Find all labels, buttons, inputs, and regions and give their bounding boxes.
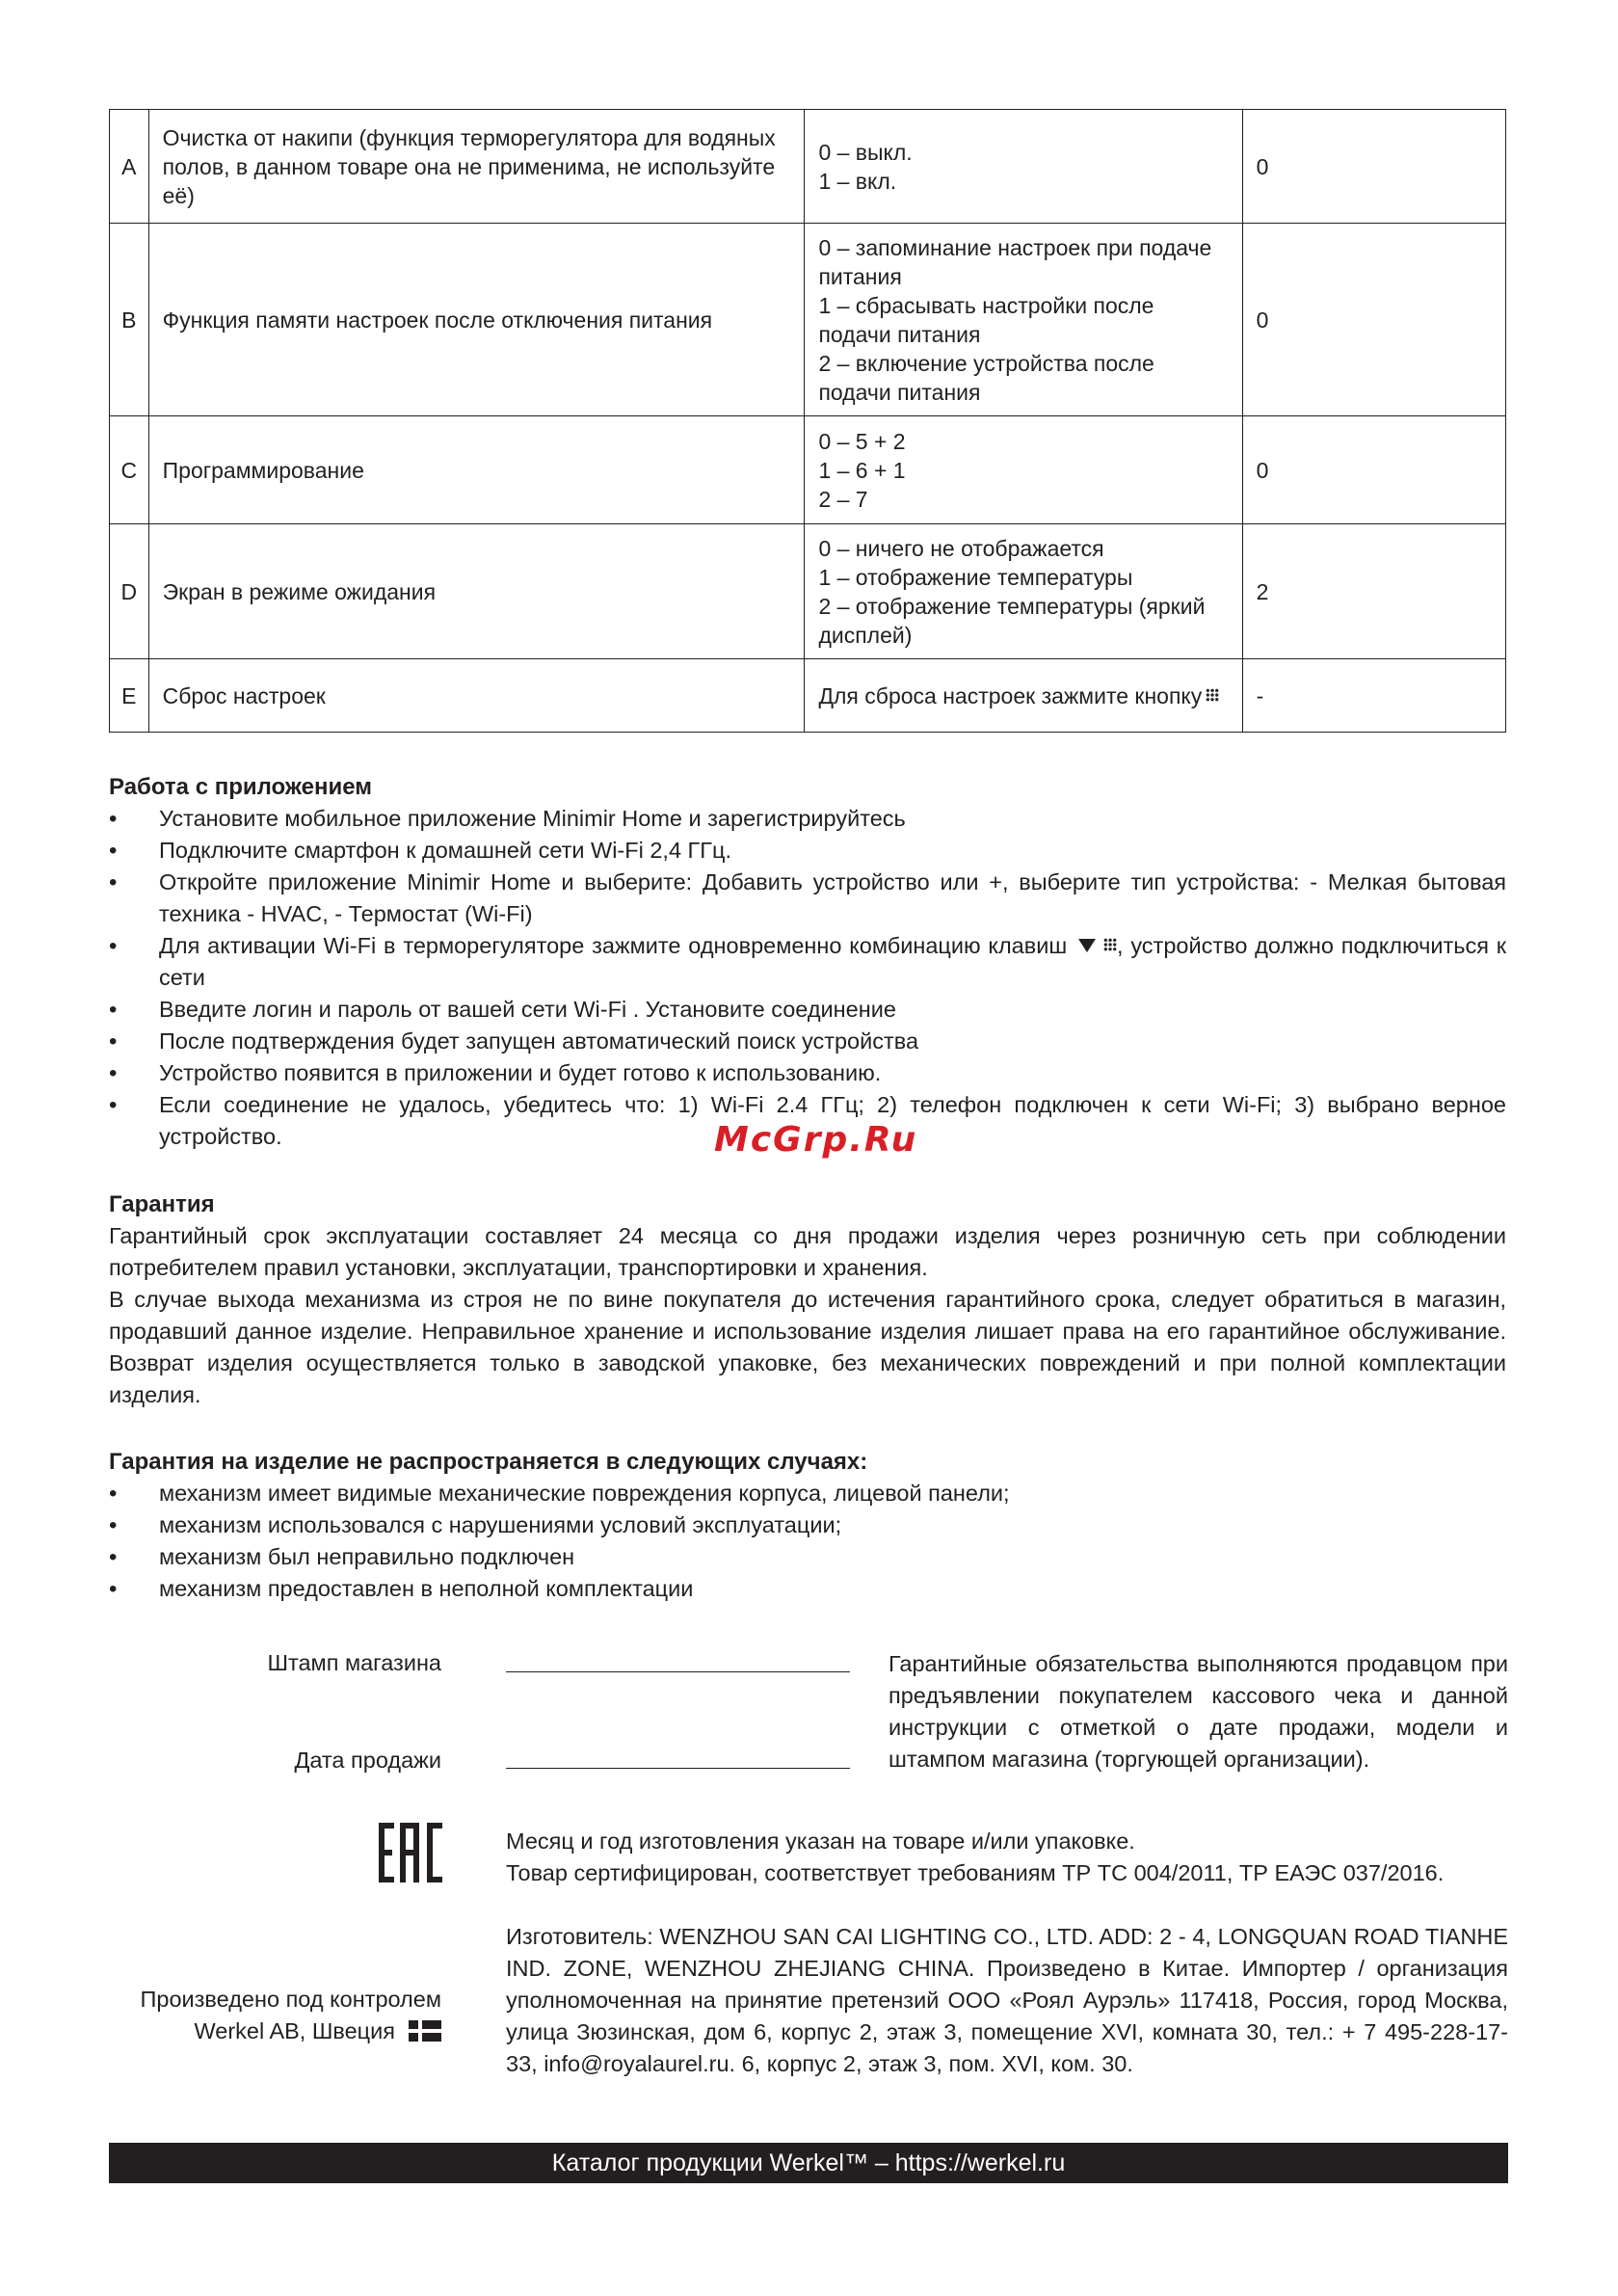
list-item: • Устройство появится в приложении и будет готово к использованию. (109, 1057, 1506, 1089)
production-date-note: Месяц и год изготовления указан на товаре и/или упаковке. (506, 1829, 1135, 1854)
control-line-company (96, 2016, 441, 2047)
certification-note: Товар сертифицирован, соответствует требованиям ТР ТС 004/2011, ТР ЕАЭС 037/2016. (506, 1860, 1445, 1885)
list-item: • После подтверждения будет запущен автоматический поиск устройства (109, 1026, 1506, 1057)
row-default: 2 (1242, 524, 1505, 659)
row-code: E (110, 659, 149, 733)
warranty-notice: Гарантийные обязательства выполняются продавцом при предъявлении покупателем кассового чека и данной инструкции с отметкой о дате продажи, модели и штампом магазина (торгующей организации). (889, 1651, 1508, 1772)
menu-grid-icon (1206, 688, 1219, 702)
warranty-section (109, 1188, 1506, 1411)
row-values: 0 – выкл. 1 – вкл. (805, 110, 1242, 224)
row-default: 0 (1242, 224, 1505, 416)
exclusions-list (109, 1478, 1506, 1605)
footer-text: Каталог продукции Werkel™ – (551, 2149, 895, 2176)
row-code: D (110, 524, 149, 659)
row-function: Очистка от накипи (функция терморегулятора для водяных полов, в данном товаре она не применима, не используйте её) (148, 110, 805, 224)
stamp-label: Штамп магазина (267, 1650, 441, 1675)
list-item: • Если соединение не удалось, убедитесь что: 1) Wi-Fi 2.4 ГГц; 2) телефон подключен к сети Wi-Fi; 3) выбрано верное устройство. (109, 1089, 1506, 1153)
row-default: 0 (1242, 416, 1505, 524)
row-code: C (110, 416, 149, 524)
wifi-activation-tail: , устройство должно подключиться к сети (159, 933, 1507, 990)
produced-under-control (96, 1984, 441, 2047)
app-steps-list (109, 803, 1506, 1153)
row-code: B (110, 224, 149, 416)
warranty-paragraph: Гарантийный срок эксплуатации составляет 24 месяца со дня продажи изделия через розничную сеть при соблюдении потребителем правил установки, эксплуатации, транспортировки и хранения. (109, 1223, 1506, 1280)
control-line: Произведено под контролем (140, 1987, 441, 2012)
app-section-title: Работа с приложением (109, 774, 372, 800)
exclusions-section (109, 1446, 1506, 1605)
list-item: • механизм предоставлен в неполной комплектации (109, 1573, 1506, 1605)
list-item (109, 930, 1506, 994)
row-values: 0 – 5 + 2 1 – 6 + 1 2 – 7 (805, 416, 1242, 524)
sweden-flag-icon (409, 2020, 441, 2042)
reset-instruction: Для сброса настроек зажмите кнопку (818, 682, 1203, 708)
settings-table (109, 109, 1506, 733)
watermark-text: McGrp.Ru (714, 1120, 918, 1160)
certification-block (506, 1826, 1508, 1889)
warranty-title: Гарантия (109, 1191, 215, 1217)
row-default: - (1242, 659, 1505, 733)
list-item: • Введите логин и пароль от вашей сети Wi-Fi . Установите соединение (109, 994, 1506, 1026)
exclusions-title: Гарантия на изделие не распространяется в следующих случаях: (109, 1449, 868, 1475)
manufacturer-info: Изготовитель: WENZHOU SAN CAI LIGHTING CO., LTD. ADD: 2 - 4, LONGQUAN ROAD TIANHE IND. ZONE, WENZHOU ZHEJIANG CHINA. Произведено в Китае. Импортер / организация уполномоченная на принятие претензий ООО «Роял Аурэль» 117418, Россия, город Москва, улица Зюзинская, дом 6, корпус 2, этаж 3, помещение XVI, комната 30, тел.: + 7 495-228-17-33, info@royalaurel.ru. 6, корпус 2, этаж 3, пом. XVI, ком. 30. (506, 1924, 1508, 2076)
stamp-line (506, 1671, 850, 1672)
menu-grid-icon (1103, 938, 1117, 951)
list-item: • механизм использовался с нарушениями условий эксплуатации; (109, 1509, 1506, 1541)
row-code: A (110, 110, 149, 224)
footer-bar (109, 2143, 1508, 2183)
footer-link[interactable]: https://werkel.ru (894, 2149, 1066, 2176)
warranty-paragraph: В случае выхода механизма из строя не по вине покупателя до истечения гарантийного срока, следует обратиться в магазин, продавший данное изделие. Неправильное хранение и использование изделия лишает права на его гарантийное обслуживание. Возврат изделия осуществляется только в заводской упаковке, без механических повреждений и при полной комплектации изделия. (109, 1287, 1506, 1407)
table-row (110, 416, 1506, 524)
table-row (110, 524, 1506, 659)
list-item: • Откройте приложение Minimir Home и выберите: Добавить устройство или +, выберите тип устройства: - Мелкая бытовая техника - HVAC, - Термостат (Wi-Fi) (109, 867, 1506, 930)
row-function: Функция памяти настроек после отключения питания (148, 224, 805, 416)
row-function: Программирование (148, 416, 805, 524)
row-values (805, 659, 1242, 733)
row-values: 0 – запоминание настроек при подаче питания 1 – сбрасывать настройки после подачи питания 2 – включение устройства после подачи питания (805, 224, 1242, 416)
sale-date-label: Дата продажи (294, 1748, 441, 1773)
company-name: Werkel AB, Швеция (194, 2018, 395, 2043)
row-values: 0 – ничего не отображается 1 – отображение температуры 2 – отображение температуры (яркий дисплей) (805, 524, 1242, 659)
list-item: • Подключите смартфон к домашней сети Wi-Fi 2,4 ГГц. (109, 835, 1506, 867)
row-function: Экран в режиме ожидания (148, 524, 805, 659)
sale-date-line (506, 1768, 850, 1769)
wifi-activation-text: Для активации Wi-Fi в терморегуляторе зажмите одновременно комбинацию клавиш (159, 933, 1068, 958)
table-row (110, 659, 1506, 733)
app-section (109, 771, 1506, 1153)
down-arrow-key-icon (1078, 939, 1096, 952)
row-function: Сброс настроек (148, 659, 805, 733)
table-row (110, 110, 1506, 224)
list-item: • механизм имеет видимые механические повреждения корпуса, лицевой панели; (109, 1478, 1506, 1509)
list-item: • механизм был неправильно подключен (109, 1541, 1506, 1573)
table-row (110, 224, 1506, 416)
eac-logo (379, 1823, 442, 1882)
row-default: 0 (1242, 110, 1505, 224)
list-item: • Установите мобильное приложение Minimir Home и зарегистрируйтесь (109, 803, 1506, 835)
